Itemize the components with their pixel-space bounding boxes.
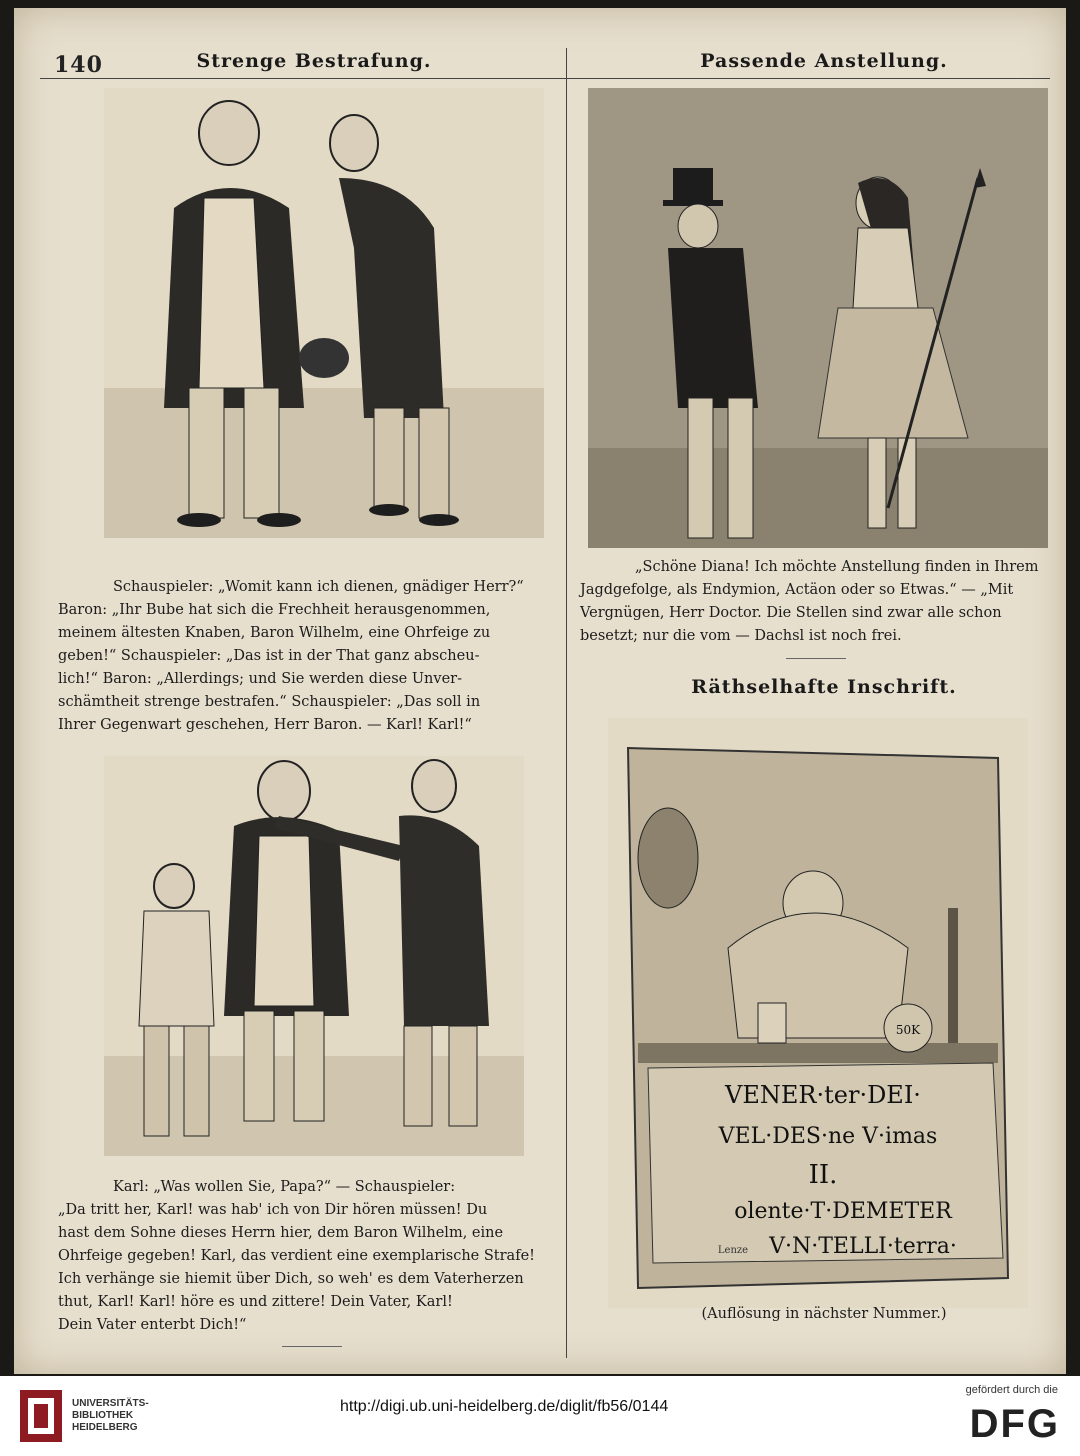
dialogue-1-line-2: Baron: „Ihr Bube hat sich die Frechheit herausgenommen, xyxy=(58,602,491,618)
inscription-line-4: olente·T·DEMETER xyxy=(734,1199,952,1224)
engraving-1 xyxy=(104,88,544,538)
title-raethselhafte-inschrift: Räthselhafte Inschrift. xyxy=(691,676,957,698)
library-name xyxy=(72,1398,149,1434)
dialogue-2-line-4: Ohrfeige gegeben! Karl, das verdient eine exemplarische Strafe! xyxy=(58,1248,535,1264)
source-url-link[interactable]: http://digi.ub.uni-heidelberg.de/diglit/fb56/0144 xyxy=(340,1398,669,1415)
dialogue-1-line-3: meinem ältesten Knaben, Baron Wilhelm, eine Ohrfeige zu xyxy=(58,625,491,641)
document-page xyxy=(14,8,1066,1374)
engraving-3 xyxy=(588,88,1048,548)
title-strenge-bestrafung: Strenge Bestrafung. xyxy=(196,50,432,72)
library-line-3: HEIDELBERG xyxy=(72,1422,138,1433)
column-rule xyxy=(566,48,567,1358)
library-line-1: UNIVERSITÄTS- xyxy=(72,1398,149,1409)
illustration-baron-and-actor xyxy=(104,88,544,538)
dialogue-1-line-1: Schauspieler: „Womit kann ich dienen, gnädiger Herr?“ xyxy=(113,579,524,595)
dialogue-block-2 xyxy=(58,1176,556,1337)
dialogue-2-line-1: Karl: „Was wollen Sie, Papa?“ — Schauspieler: xyxy=(113,1179,456,1195)
dialogue-2-line-6: thut, Karl! Karl! höre es und zittere! Dein Vater, Karl! xyxy=(58,1294,453,1310)
university-library-logo[interactable] xyxy=(18,1386,178,1446)
library-emblem-icon xyxy=(18,1388,64,1444)
dialogue-1-line-5: lich!“ Baron: „Allerdings; und Sie werden diese Unver- xyxy=(58,671,462,687)
diana-line-1: „Schöne Diana! Ich möchte Anstellung finden in Ihrem xyxy=(635,559,1039,575)
dialogue-2-line-2: „Da tritt her, Karl! was hab' ich von Dir hören müssen! Du xyxy=(58,1202,488,1218)
small-label: Lenze xyxy=(717,1245,749,1256)
dialogue-2-line-3: hast dem Sohne dieses Herrn hier, dem Baron Wilhelm, eine xyxy=(58,1225,504,1241)
dfg-logo[interactable]: DFG xyxy=(969,1402,1060,1446)
dialogue-1-line-4: geben!“ Schauspieler: „Das ist in der That ganz abscheu- xyxy=(58,648,480,664)
weight-label: 50K xyxy=(895,1023,921,1037)
diana-line-2: Jagdgefolge, als Endymion, Actäon oder so Etwas.“ — „Mit xyxy=(580,582,1014,598)
diana-dialogue xyxy=(580,556,1050,648)
diana-line-3: Vergnügen, Herr Doctor. Die Stellen sind zwar alle schon xyxy=(580,605,1002,621)
dialogue-2-line-5: Ich verhänge sie hiemit über Dich, so weh' es dem Vaterherzen xyxy=(58,1271,524,1287)
engraving-2 xyxy=(104,756,524,1156)
end-rule-left xyxy=(282,1346,342,1347)
illustration-diana xyxy=(588,88,1048,548)
dialogue-2-line-7: Dein Vater enterbt Dich!“ xyxy=(58,1317,247,1333)
inscription-line-2: VEL·DES·ne V·imas xyxy=(718,1124,938,1149)
footer-bar xyxy=(0,1376,1080,1456)
library-line-2: BIBLIOTHEK xyxy=(72,1410,134,1421)
dialogue-1-line-7: Ihrer Gegenwart geschehen, Herr Baron. — Karl! Karl!“ xyxy=(58,717,472,733)
inscription-line-3: II. xyxy=(808,1160,838,1190)
illustration-inscription xyxy=(608,718,1028,1308)
dialogue-1-line-6: schämtheit strenge bestrafen.“ Schauspieler: „Das soll in xyxy=(58,694,481,710)
page-number: 140 xyxy=(54,52,103,78)
title-passende-anstellung: Passende Anstellung. xyxy=(700,50,948,72)
inscription-line-5: V·N·TELLI·terra· xyxy=(769,1234,957,1259)
inscription-line-1: VENER·ter·DEI· xyxy=(725,1081,921,1109)
diana-line-4: besetzt; nur die vom — Dachsl ist noch frei. xyxy=(580,628,902,644)
funding-label: gefördert durch die xyxy=(965,1384,1058,1396)
inscription-caption: (Auflösung in nächster Nummer.) xyxy=(701,1306,947,1322)
illustration-actor-and-karl xyxy=(104,756,524,1156)
section-rule-right xyxy=(786,658,846,659)
engraving-4 xyxy=(608,718,1028,1308)
header-rule xyxy=(40,78,1050,79)
dialogue-block-1 xyxy=(58,576,556,737)
